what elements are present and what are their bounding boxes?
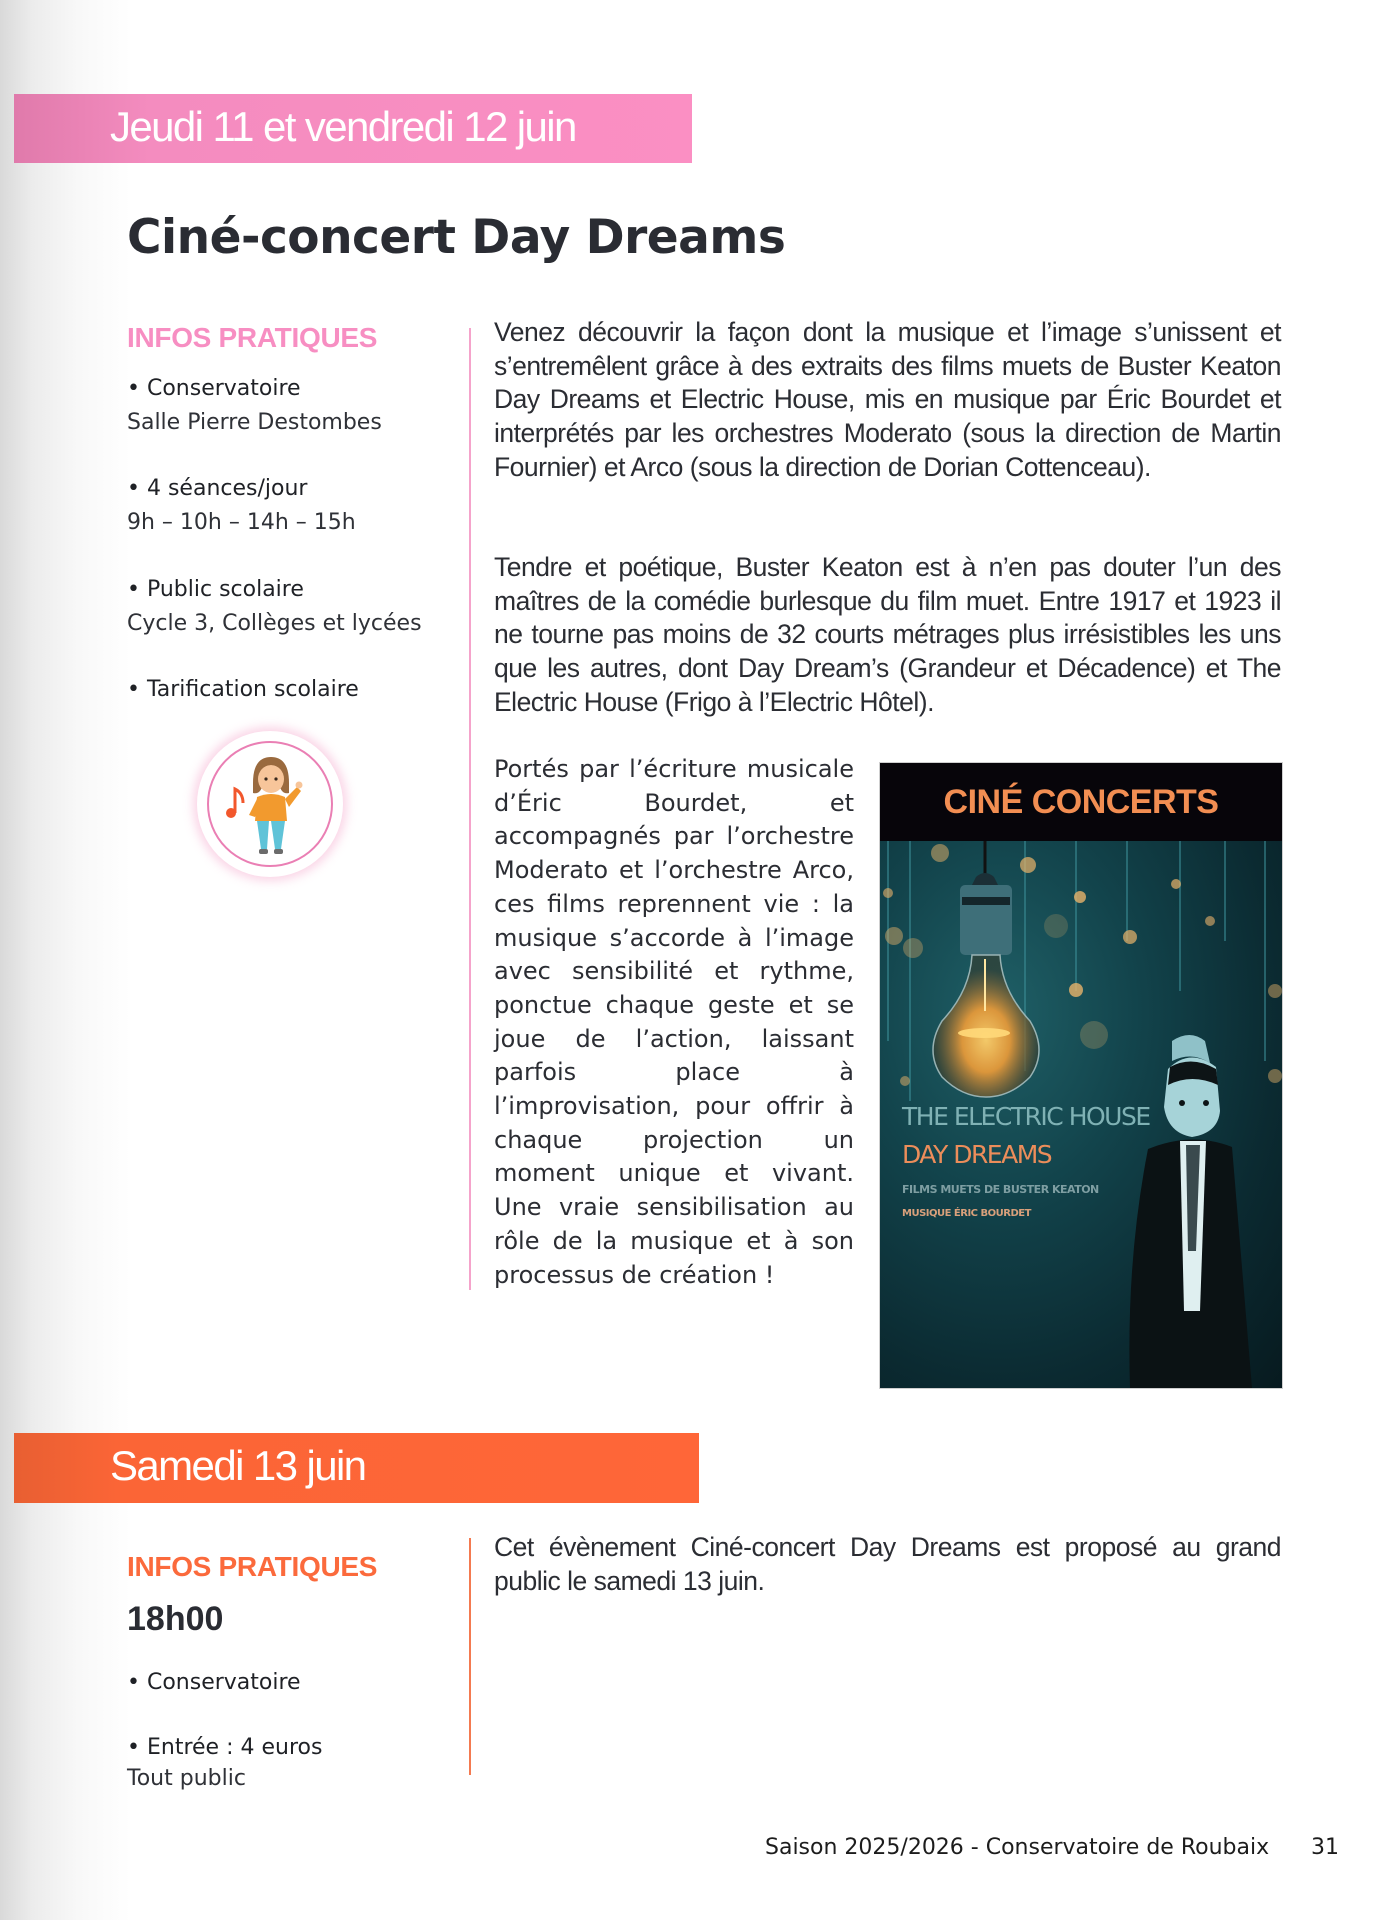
page-title: Ciné-concert Day Dreams bbox=[127, 210, 786, 265]
description-paragraph-1: Venez découvrir la façon dont la musique et l’image s’unissent et s’entremêlent grâce à des extraits des films muets de Buster Keaton Day Dreams et Electric House, mis en musique par Éric Bourdet et interprétés par les orchestres Moderato (sous la direction de Martin Fournier) et Arco (sous la direction de Dorian Cottenceau). bbox=[494, 317, 1281, 482]
girl-illustration-icon bbox=[209, 743, 331, 865]
icon-ring bbox=[207, 741, 333, 867]
page-gutter-shadow bbox=[0, 0, 130, 1920]
infos-pratiques-heading-2: INFOS PRATIQUES bbox=[127, 1551, 378, 1582]
buster-keaton-figure bbox=[1129, 1035, 1252, 1388]
section-divider-line-2 bbox=[469, 1538, 471, 1775]
info-location-2: • Conservatoire bbox=[127, 1670, 301, 1695]
page-number: 31 bbox=[1311, 1835, 1339, 1860]
date-banner-text: Samedi 13 juin bbox=[110, 1442, 366, 1490]
child-music-icon bbox=[197, 731, 343, 877]
info-audience: • Public scolaire bbox=[127, 577, 304, 602]
description-paragraph-3: Portés par l’écriture musicale d’Éric Bourdet, et accompagnés par l’orchestre Moderato et l’orchestre Arco, ces films reprennent vie : la musique s’accorde à l’image avec sensibilité et rythme, ponctue chaque geste et se joue de l’action, laissant parfois place à l’improvisation, pour offrir à chaque projection un moment unique et vivant. Une vraie sensibilisation au rôle de la musique et à son processus de création ! bbox=[494, 755, 854, 1289]
poster-credit: MUSIQUE ÉRIC BOURDET bbox=[902, 1208, 1031, 1219]
date-banner-thursday-friday bbox=[14, 94, 692, 163]
info-location: • Conservatoire bbox=[127, 376, 301, 401]
footer-text: Saison 2025/2026 - Conservatoire de Roubaix bbox=[765, 1835, 1270, 1860]
poster-header bbox=[880, 763, 1282, 841]
date-banner-text: Jeudi 11 et vendredi 12 juin bbox=[110, 102, 576, 150]
poster-subtitle: FILMS MUETS DE BUSTER KEATON bbox=[902, 1183, 1099, 1196]
infos-pratiques-heading: INFOS PRATIQUES bbox=[127, 322, 378, 353]
cine-concerts-poster bbox=[879, 762, 1283, 1389]
description-paragraph-saturday: Cet évènement Ciné-concert Day Dreams est proposé au grand public le samedi 13 juin. bbox=[494, 1532, 1281, 1596]
bulb-socket bbox=[960, 885, 1012, 955]
event-time: 18h00 bbox=[127, 1600, 224, 1638]
info-session-times: 9h – 10h – 14h – 15h bbox=[127, 510, 356, 535]
poster-title-day-dreams: DAY DREAMS bbox=[902, 1140, 1052, 1169]
music-note-icon bbox=[226, 789, 243, 818]
info-pricing: • Tarification scolaire bbox=[127, 677, 359, 702]
info-audience-2: Tout public bbox=[127, 1766, 246, 1791]
poster-title-electric-house: THE ELECTRIC HOUSE bbox=[902, 1102, 1150, 1131]
info-price: • Entrée : 4 euros bbox=[127, 1735, 323, 1760]
info-sessions: • 4 séances/jour bbox=[127, 476, 308, 501]
poster-header-text: CINÉ CONCERTS bbox=[943, 782, 1219, 821]
section-divider-line bbox=[469, 328, 471, 1290]
description-paragraph-2: Tendre et poétique, Buster Keaton est à n’en pas douter l’un des maîtres de la comédie burlesque du film muet. Entre 1917 et 1923 il ne tourne pas moins de 32 courts métrages plus irrésistibles les uns que les autres, dont Day Dream’s (Grandeur et Décadence) et The Electric House (Frigo à l’Electric Hôtel). bbox=[494, 552, 1281, 717]
date-banner-saturday bbox=[14, 1433, 699, 1503]
info-audience-detail: Cycle 3, Collèges et lycées bbox=[127, 611, 422, 636]
info-location-room: Salle Pierre Destombes bbox=[127, 410, 382, 435]
